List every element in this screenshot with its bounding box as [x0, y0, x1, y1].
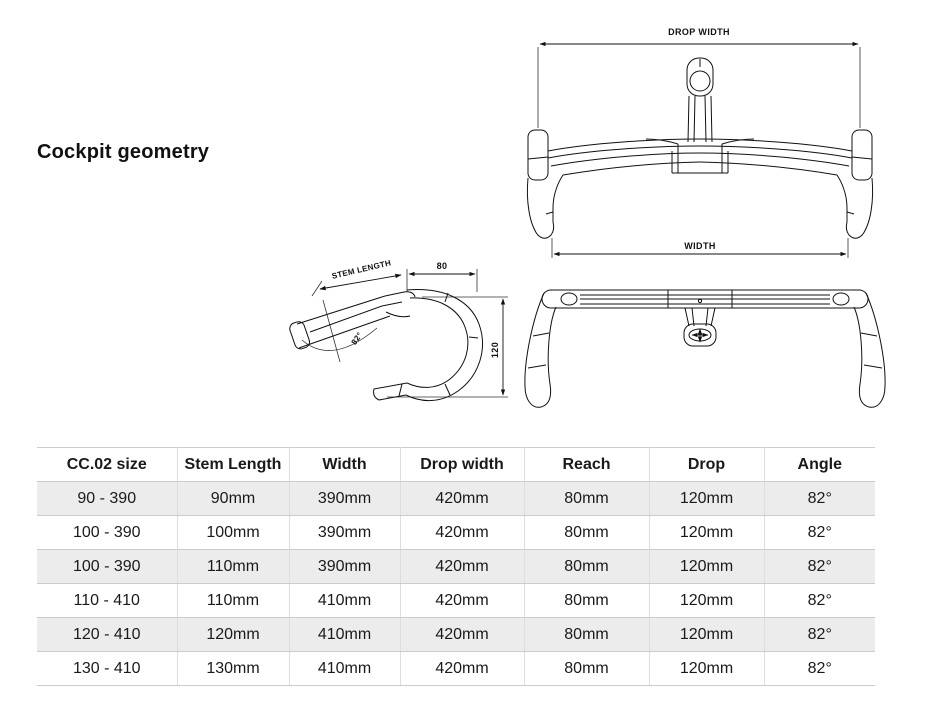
width-dimension — [552, 238, 848, 258]
table-row — [37, 482, 875, 516]
cell-size: 120 - 410 — [37, 618, 177, 652]
cell-drop-width: 420mm — [400, 550, 524, 584]
side-view-drawing — [282, 252, 512, 417]
column-header-drop: Drop — [649, 448, 764, 482]
cell-reach: 80mm — [524, 584, 649, 618]
cell-size: 100 - 390 — [37, 516, 177, 550]
column-header-size: CC.02 size — [37, 448, 177, 482]
angle-label: 82° — [349, 330, 365, 347]
cell-stem-length: 110mm — [177, 584, 289, 618]
cell-reach: 80mm — [524, 482, 649, 516]
cell-drop-width: 420mm — [400, 482, 524, 516]
cell-angle: 82° — [764, 482, 875, 516]
cell-drop: 120mm — [649, 652, 764, 686]
cell-width: 410mm — [289, 584, 400, 618]
cell-drop-width: 420mm — [400, 618, 524, 652]
stem-length-label: STEM LENGTH — [330, 258, 392, 281]
table-row — [37, 652, 875, 686]
column-header-drop-width: Drop width — [400, 448, 524, 482]
cell-size: 130 - 410 — [37, 652, 177, 686]
cell-reach: 80mm — [524, 550, 649, 584]
cell-drop: 120mm — [649, 550, 764, 584]
cell-angle: 82° — [764, 516, 875, 550]
cell-angle: 82° — [764, 584, 875, 618]
stem-length-dimension — [312, 258, 407, 296]
width-label: WIDTH — [684, 241, 716, 251]
cell-reach: 80mm — [524, 618, 649, 652]
cell-drop: 120mm — [649, 482, 764, 516]
top-profile — [525, 290, 885, 407]
cell-drop: 120mm — [649, 618, 764, 652]
cell-width: 390mm — [289, 516, 400, 550]
cell-reach: 80mm — [524, 652, 649, 686]
reach-dimension — [409, 261, 477, 292]
column-header-reach: Reach — [524, 448, 649, 482]
cell-drop: 120mm — [649, 584, 764, 618]
cell-width: 410mm — [289, 652, 400, 686]
cell-drop-width: 420mm — [400, 516, 524, 550]
cell-size: 100 - 390 — [37, 550, 177, 584]
cell-stem-length: 110mm — [177, 550, 289, 584]
front-view-drawing — [515, 18, 885, 263]
drop-dimension — [387, 297, 508, 397]
cell-angle: 82° — [764, 652, 875, 686]
drop-width-label: DROP WIDTH — [668, 27, 730, 37]
cell-stem-length: 130mm — [177, 652, 289, 686]
cell-drop-width: 420mm — [400, 652, 524, 686]
cell-angle: 82° — [764, 550, 875, 584]
page-title: Cockpit geometry — [37, 141, 210, 163]
top-view-drawing — [512, 268, 887, 413]
column-header-width: Width — [289, 448, 400, 482]
cell-width: 390mm — [289, 482, 400, 516]
column-header-angle: Angle — [764, 448, 875, 482]
drop-label: 120 — [490, 341, 500, 359]
cell-stem-length: 120mm — [177, 618, 289, 652]
drop-width-dimension — [538, 27, 860, 128]
cell-size: 110 - 410 — [37, 584, 177, 618]
cell-angle: 82° — [764, 618, 875, 652]
cell-width: 390mm — [289, 550, 400, 584]
cell-stem-length: 90mm — [177, 482, 289, 516]
table-row — [37, 516, 875, 550]
side-profile — [288, 290, 482, 401]
table-row — [37, 550, 875, 584]
cell-width: 410mm — [289, 618, 400, 652]
cell-drop-width: 420mm — [400, 584, 524, 618]
geometry-table — [37, 447, 875, 686]
table-row — [37, 584, 875, 618]
column-header-stem-length: Stem Length — [177, 448, 289, 482]
cell-drop: 120mm — [649, 516, 764, 550]
table-row — [37, 618, 875, 652]
cell-reach: 80mm — [524, 516, 649, 550]
cell-stem-length: 100mm — [177, 516, 289, 550]
reach-label: 80 — [436, 261, 448, 271]
cell-size: 90 - 390 — [37, 482, 177, 516]
stem-mast — [646, 58, 754, 173]
table-header-row — [37, 448, 875, 482]
